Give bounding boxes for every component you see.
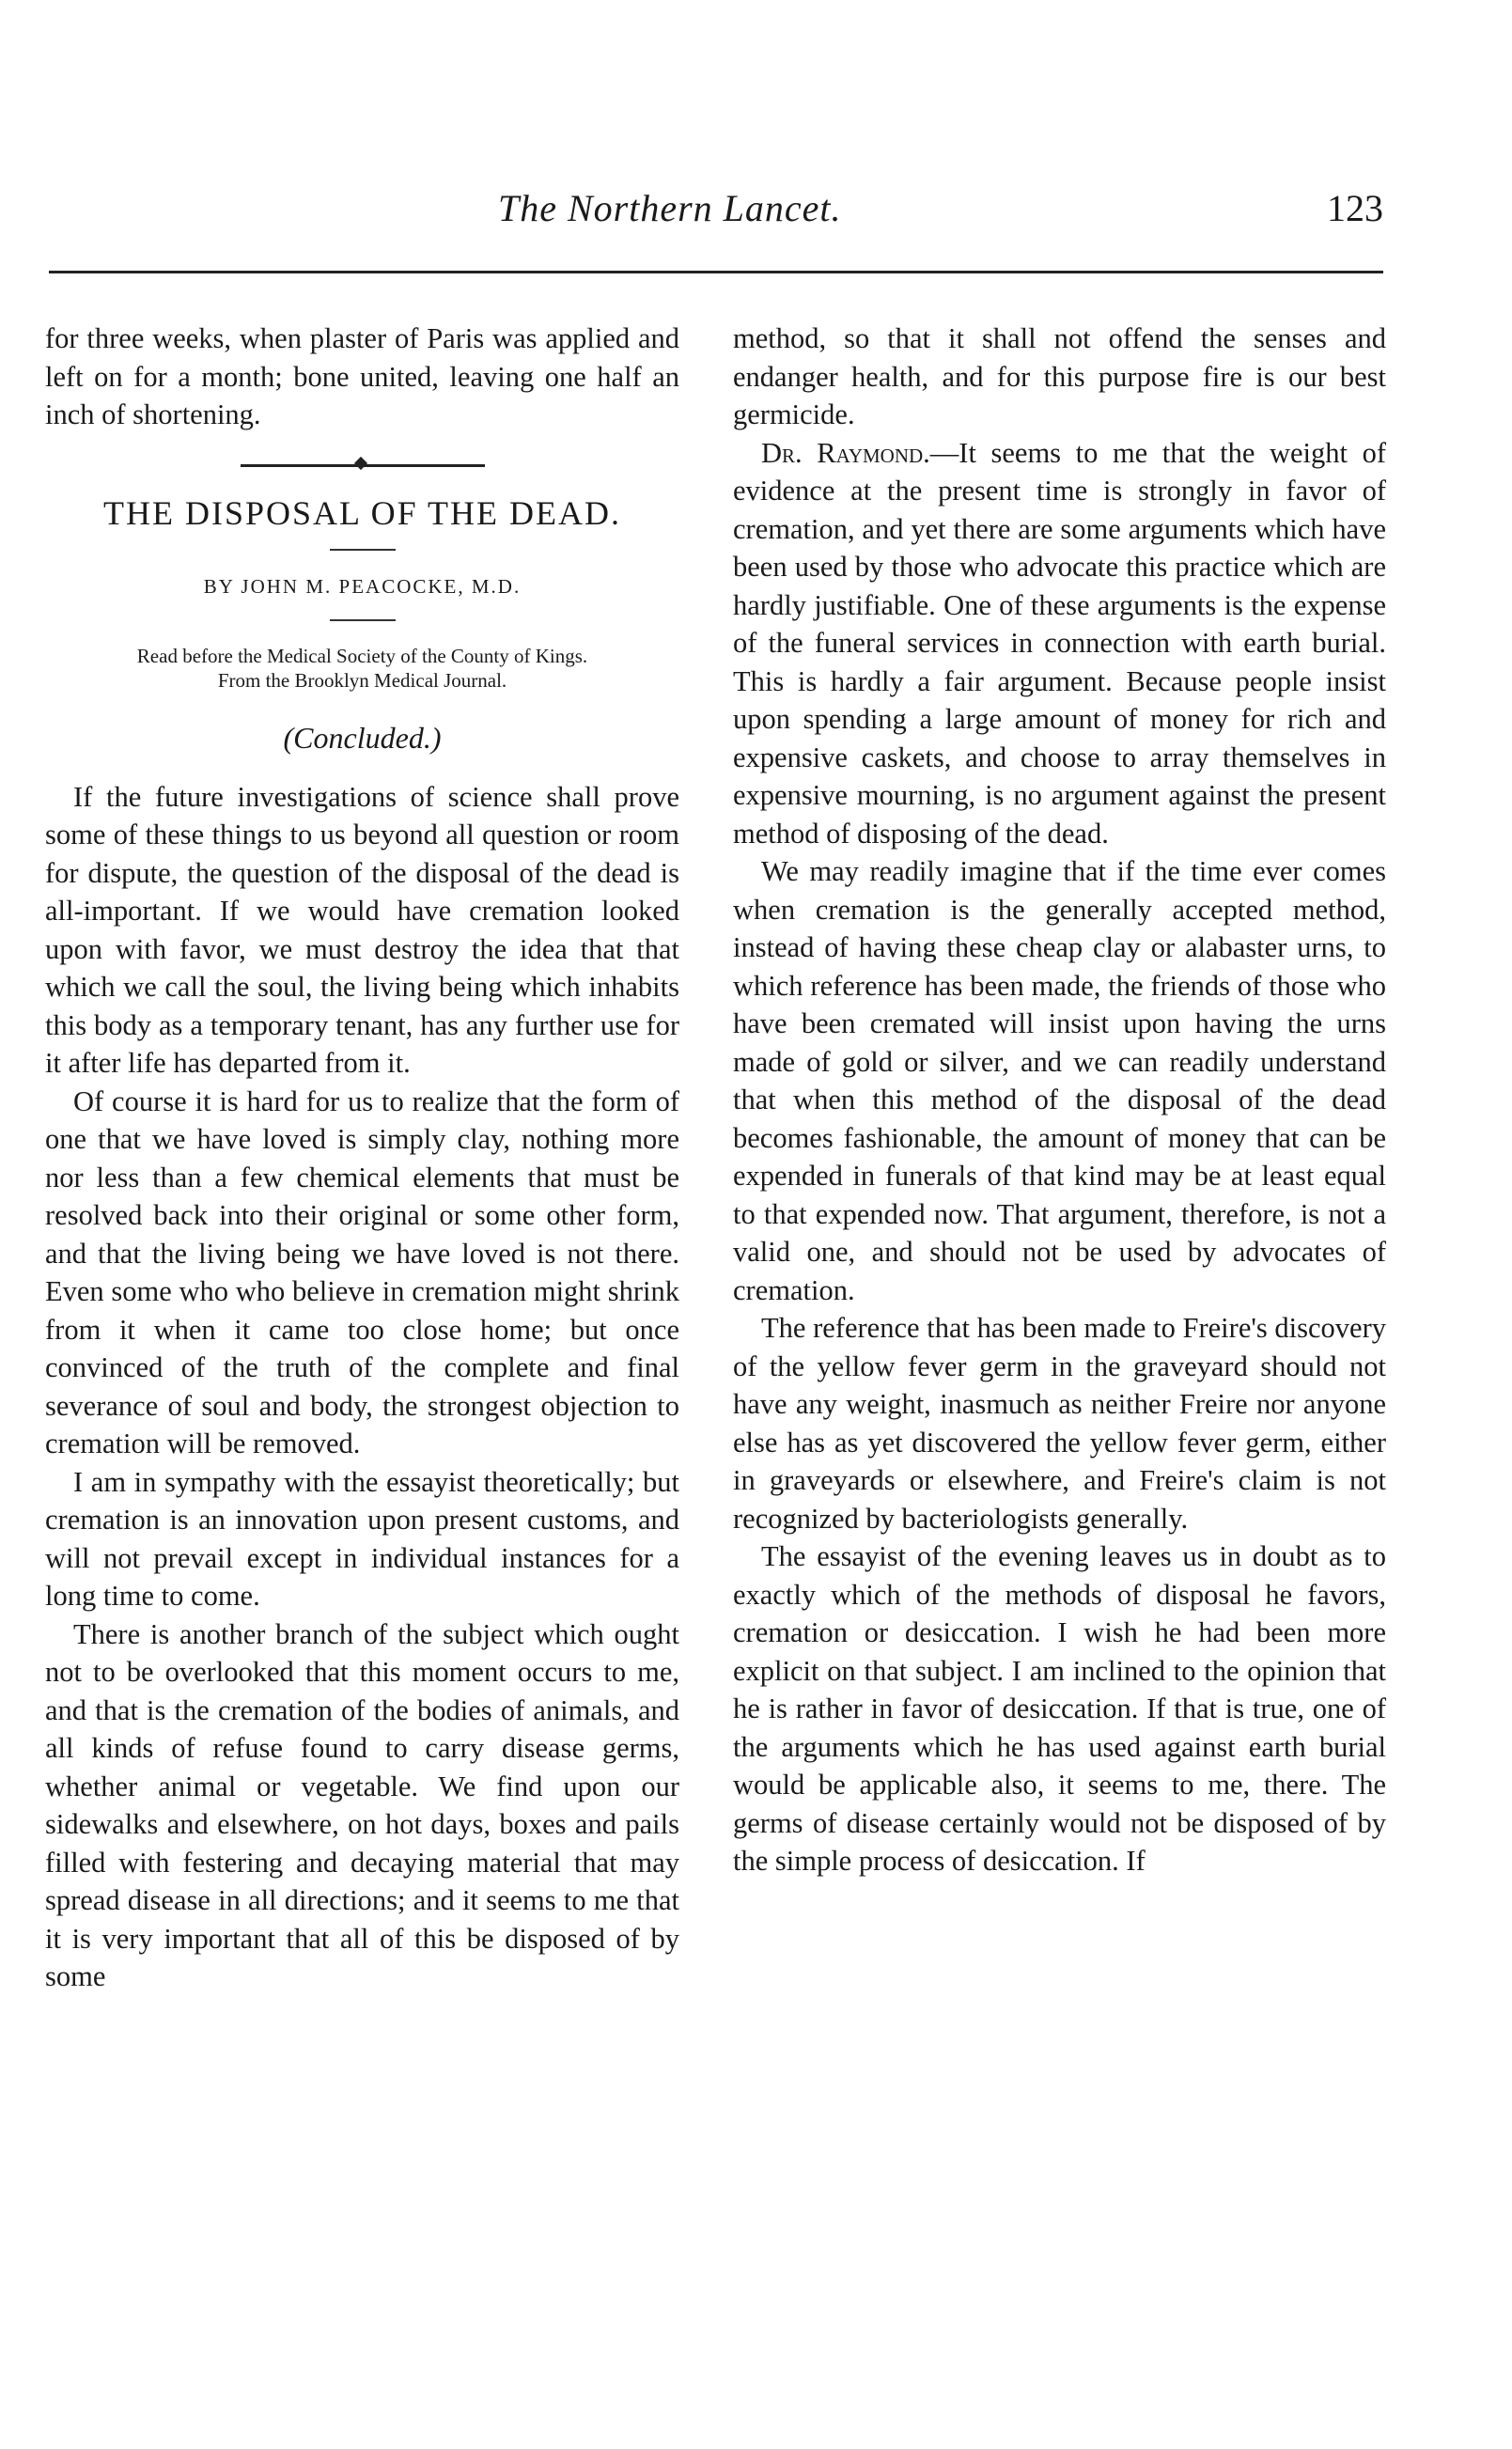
journal-title: The Northern Lancet. xyxy=(498,187,842,229)
body-paragraph: The essayist of the evening leaves us in doubt as to exactly which of the methods of disposal he favors, cremation or desiccation. I wish he had been more explicit on that subject. I am inclined to the opinion that he is rather in favor of desiccation. If that is true, one of the arguments which he has used against earth burial would be applicable also, it seems to me, there. The germs of disease certainly would not be disposed of by the simple process of desiccation. If xyxy=(733,1540,1386,1877)
note-line-1: Read before the Medical Society of the County of Kings. xyxy=(136,644,588,667)
header-rule xyxy=(49,271,1383,273)
concluded-label: (Concluded.) xyxy=(283,720,442,755)
byline-rule xyxy=(330,619,396,621)
body-paragraph: The reference that has been made to Freire's discovery of the yellow fever germ in the graveyard should not have any weight, inasmuch as neither Freire nor anyone else has as yet discovered the yellow fever germ, either in graveyards or elsewhere, and Freire's claim is not recognized by bacteriologists generally. xyxy=(733,1312,1386,1535)
continued-paragraph-left: for three weeks, when plaster of Paris was applied and left on for a month; bone united, leaving one half an inch of shortening. xyxy=(45,322,679,430)
note-line-2: From the Brooklyn Medical Journal. xyxy=(217,668,507,692)
speaker-paragraph xyxy=(733,434,1386,853)
right-column xyxy=(733,320,1386,1880)
left-column xyxy=(45,320,679,1996)
speaker-text: —It seems to me that the weight of evidence at the present time is strongly in favor of cremation, and yet there are some arguments which have been used by those who advocate this practice which are hardly justifiable. One of these arguments is the expense of the funeral services in connection with earth burial. This is hardly a fair argument. Because people insist upon spending a large amount of money for rich and expensive caskets, and choose to array themselves in expensive mourning, is no argument against the present method of disposing of the dead. xyxy=(733,436,1386,850)
running-head xyxy=(49,186,1383,242)
page-number: 123 xyxy=(1327,187,1383,229)
body-paragraph: I am in sympathy with the essayist theoretically; but cremation is an innovation upon present customs, and will not prevail except in individual instances for a long time to come. xyxy=(45,1465,679,1612)
article-title: THE DISPOSAL OF THE DEAD. xyxy=(102,493,621,532)
title-rule xyxy=(330,549,396,551)
body-paragraph: If the future investigations of science shall prove some of these things to us beyond all question or room for dispute, the question of the disposal of the dead is all-important. If we would have cremation looked upon with favor, we must destroy the idea that that which we call the soul, the living being which inhabits this body as a temporary tenant, has any further use for it after life has departed from it. xyxy=(45,780,679,1079)
article-byline: BY JOHN M. PEACOCKE, M.D. xyxy=(203,574,522,598)
speaker-name: Dr. Raymond. xyxy=(761,436,930,469)
body-paragraph: There is another branch of the subject which ought not to be overlooked that this moment occurs to me, and that is the cremation of the bodies of animals, and all kinds of refuse found to carry disease germs, whether animal or vegetable. We find upon our sidewalks and elsewhere, on hot days, boxes and pails filled with festering and decaying material that may spread disease in all directions; and it seems to me that it is very important that all of this be disposed of by some xyxy=(45,1617,679,1992)
continued-paragraph-right: method, so that it shall not offend the senses and endanger health, and for this purpose fire is our best germicide. xyxy=(733,322,1386,430)
body-paragraph: Of course it is hard for us to realize that the form of one that we have loved is simply clay, nothing more nor less than a few chemical elements that must be resolved back into their original or some other form, and that the living being we have loved is not there. Even some who who believe in cremation might shrink from it when it came too close home; but once convinced of the truth of the complete and final severance of soul and body, the strongest objection to cremation will be removed. xyxy=(45,1084,679,1459)
body-paragraph: We may readily imagine that if the time ever comes when cremation is the generally accepted method, instead of having these cheap clay or alabaster urns, to which reference has been made, the friends of those who have been cremated will insist upon having the urns made of gold or silver, and we can readily understand that when this method of the disposal of the dead becomes fashionable, the amount of money that can be expended in funerals of that kind may be at least equal to that expended now. That argument, therefore, is not a valid one, and should not be used by advocates of cremation. xyxy=(733,855,1386,1306)
section-ornament xyxy=(241,459,485,472)
article-source-note xyxy=(45,644,679,693)
